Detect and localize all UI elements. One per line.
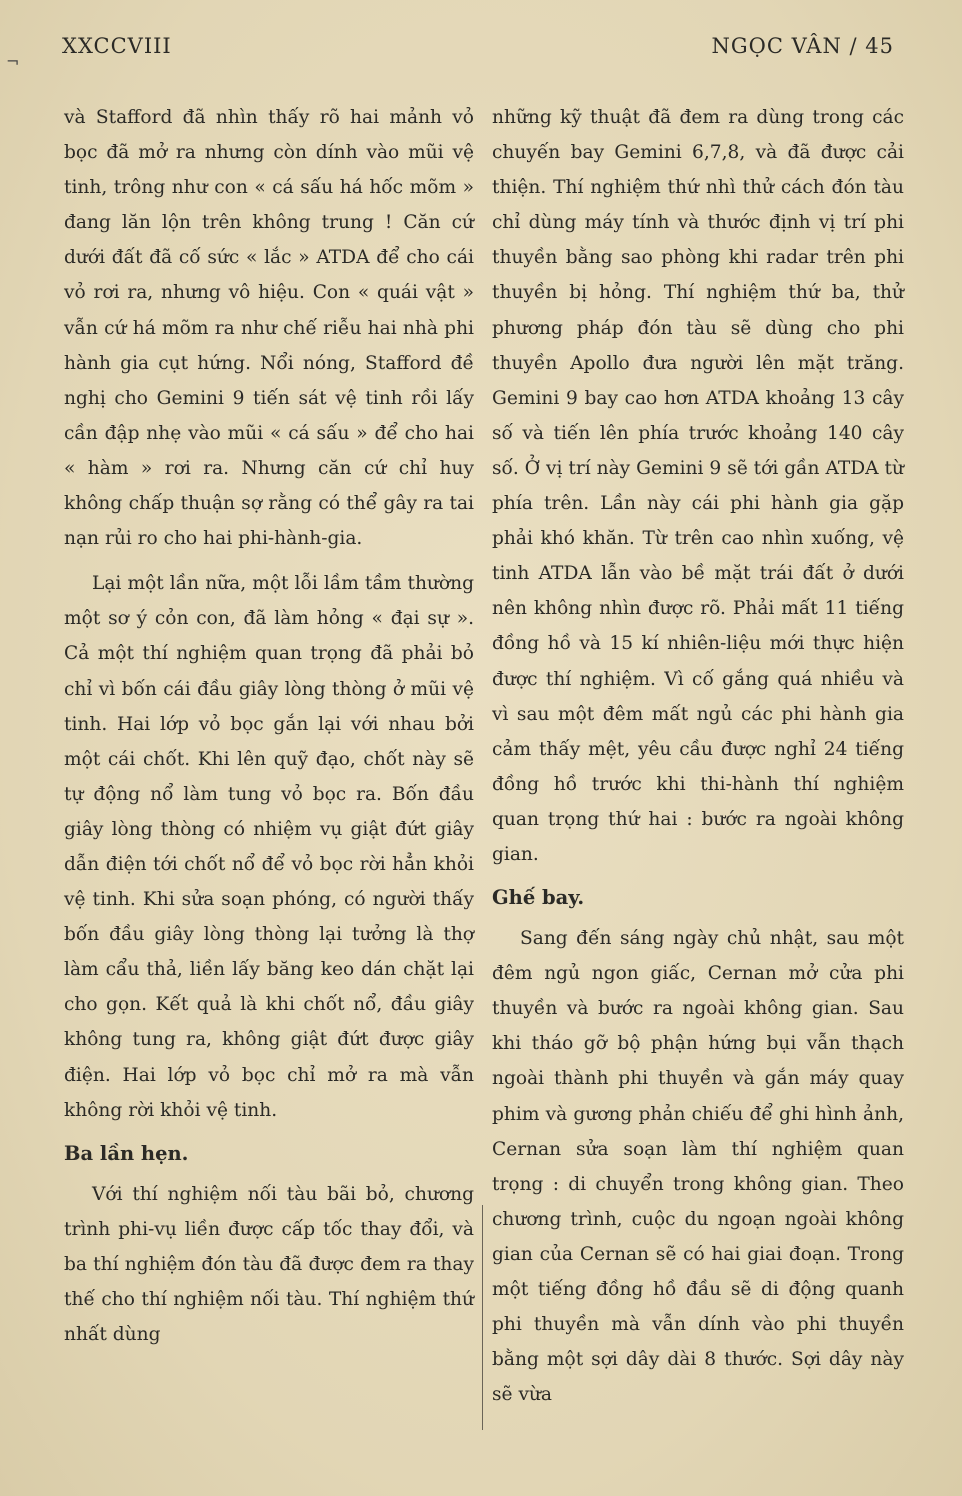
chapter-number: XXCCVIII — [62, 34, 172, 58]
paragraph: những kỹ thuật đã đem ra dùng trong các chuyến bay Gemini 6,7,8, và đã được cải thiện. Thí nghiệm thứ nhì thử cách đón tàu chỉ dùng máy tính và thước định vị trí phi thuyền bằng sao phòng khi radar trên phi thuyền bị hỏng. Thí nghiệm thứ ba, thử phương pháp đón tàu sẽ dùng cho phi thuyền Apollo đưa người lên mặt trăng. Gemini 9 bay cao hơn ATDA khoảng 13 cây số và tiến lên phía trước khoảng 140 cây số. Ở vị trí này Gemini 9 sẽ tới gần ATDA từ phía trên. Lần này cái phi hành gia gặp phải khó khăn. Từ trên cao nhìn xuống, vệ tinh ATDA lẫn vào bề mặt trái đất ở dưới nên không nhìn được rõ. Phải mất 11 tiếng đồng hồ và 15 kí nhiên-liệu mới thực hiện được thí nghiệm. Vì cố gắng quá nhiều và vì sau một đêm mất ngủ các phi hành gia cảm thấy mệt, yêu cầu được nghỉ 24 tiếng đồng hồ trước khi thi-hành thí nghiệm quan trọng thứ hai : bước ra ngoài không gian. — [492, 107, 904, 865]
paragraph: Lại một lần nữa, một lỗi lầm tầm thường một sơ ý cỏn con, đã làm hỏng « đại sự ». Cả một thí nghiệm quan trọng đã phải bỏ chỉ vì bốn cái đầu giây lòng thòng ở mũi vệ tinh. Hai lớp vỏ bọc gắn lại với nhau bởi một cái chốt. Khi lên quỹ đạo, chốt này sẽ tự động nổ làm tung vỏ bọc ra. Bốn đầu giây lòng thòng có nhiệm vụ giật đứt giây dẫn điện tới chốt nổ để vỏ bọc rời hẳn khỏi vệ tinh. Khi sửa soạn phóng, có người thấy bốn đầu giây lòng thòng lại tưởng là thợ làm cẩu thả, liền lấy băng keo dán chặt lại cho gọn. Kết quả là khi chốt nổ, đầu giây không tung ra, không giật đứt được giây điện. Hai lớp vỏ bọc chỉ mở ra mà vẫn không rời khỏi vệ tinh. — [64, 573, 474, 1121]
paragraph: Với thí nghiệm nối tàu bãi bỏ, chương trình phi-vụ liền được cấp tốc thay đổi, và ba thí nghiệm đón tàu đã được đem ra thay thế cho thí nghiệm nối tàu. Thí nghiệm thứ nhất dùng — [64, 1183, 474, 1346]
right-column — [492, 100, 904, 1412]
margin-mark: ¬ — [6, 52, 20, 71]
section-heading: Ghế bay. — [492, 886, 585, 910]
running-title-page-number: NGỌC VÂN / 45 — [711, 34, 894, 58]
page-header — [0, 34, 962, 74]
column-divider — [482, 1205, 483, 1430]
paragraph: Sang đến sáng ngày chủ nhật, sau một đêm ngủ ngon giấc, Cernan mở cửa phi thuyền và bước ra ngoài không gian. Sau khi tháo gỡ bộ phận hứng bụi vẫn thạch ngoài thành phi thuyền và gắn máy quay phim và gương phản chiếu để ghi hình ảnh, Cernan sửa soạn làm thí nghiệm quan trọng : di chuyển trong không gian. Theo chương trình, cuộc du ngoạn ngoài không gian của Cernan sẽ có hai giai đoạn. Trong một tiếng đồng hồ đầu sẽ di động quanh phi thuyền mà vẫn dính vào phi thuyền bằng một sợi dây dài 8 thước. Sợi dây này sẽ vừa — [492, 928, 904, 1406]
paragraph: và Stafford đã nhìn thấy rõ hai mảnh vỏ bọc đã mở ra nhưng còn dính vào mũi vệ tinh, trông như con « cá sấu há hốc mõm » đang lăn lộn trên không trung ! Căn cứ dưới đất đã cố sức « lắc » ATDA để cho cái vỏ rơi ra, nhưng vô hiệu. Con « quái vật » vẫn cứ há mõm ra như chế riễu hai nhà phi hành gia cụt hứng. Nổi nóng, Stafford đề nghị cho Gemini 9 tiến sát vệ tinh rồi lấy cần đập nhẹ vào mũi « cá sấu » để cho hai « hàm » rơi ra. Nhưng căn cứ chỉ huy không chấp thuận sợ rằng có thể gây ra tai nạn rủi ro cho hai phi-hành-gia. — [64, 107, 474, 550]
left-column — [64, 100, 474, 1352]
section-heading: Ba lần hẹn. — [64, 1141, 189, 1165]
